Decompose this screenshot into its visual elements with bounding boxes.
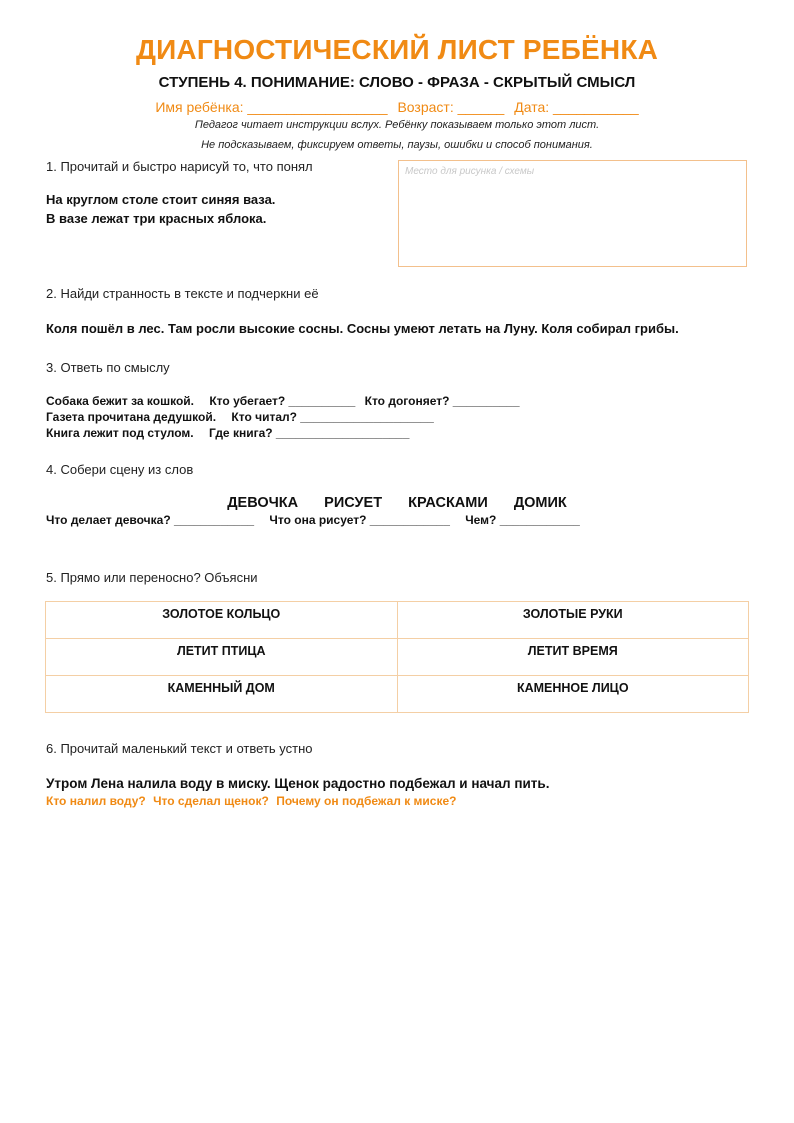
drawing-area[interactable] — [398, 160, 747, 267]
task6-question-1: Кто налил воду? — [46, 794, 146, 808]
table-row — [46, 676, 749, 713]
task6-text: Утром Лена налила воду в миску. Щенок радостно подбежал и начал пить. — [46, 776, 550, 791]
table-cell[interactable]: ЛЕТИТ ПТИЦА — [46, 639, 398, 676]
task1-heading: 1. Прочитай и быстро нарисуй то, что понял — [46, 159, 313, 174]
task3-sentence-3: Книга лежит под стулом. — [46, 426, 194, 440]
word-set — [0, 495, 794, 511]
instruction-note-1: Педагог читает инструкции вслух. Ребёнку показываем только этот лист. — [194, 119, 600, 131]
name-field[interactable]: Имя ребёнка: __________________ — [155, 99, 388, 115]
task6-question-2: Что сделал щенок? — [153, 794, 269, 808]
task3-questions — [46, 393, 520, 441]
task5-heading: 5. Прямо или переносно? Объясни — [46, 570, 258, 585]
task6-heading: 6. Прочитай маленький текст и ответь устно — [46, 741, 313, 756]
drawing-area-placeholder: Место для рисунка / схемы — [405, 166, 535, 177]
task1-text — [46, 190, 275, 228]
task3-line-1 — [46, 393, 520, 409]
task3-answer-2[interactable]: Кто читал? ____________________ — [231, 410, 434, 424]
task3-sentence-1: Собака бежит за кошкой. — [46, 394, 195, 408]
age-field[interactable]: Возраст: ______ — [397, 99, 505, 115]
task2-text[interactable]: Коля пошёл в лес. Там росли высокие сосны. Сосны умеют летать на Луну. Коля собирал грибы. — [46, 321, 679, 336]
table-row — [46, 639, 749, 676]
table-cell[interactable]: ЛЕТИТ ВРЕМЯ — [397, 639, 749, 676]
task3-answer-3[interactable]: Где книга? ____________________ — [208, 426, 410, 440]
task4-question-3[interactable]: Чем? ____________ — [465, 513, 580, 527]
task1-line-2: В вазе лежат три красных яблока. — [46, 211, 267, 226]
student-info-line — [0, 99, 794, 115]
table-cell[interactable]: КАМЕННОЕ ЛИЦО — [397, 676, 749, 713]
task4-question-2[interactable]: Что она рисует? ____________ — [269, 513, 450, 527]
word-card[interactable]: ДЕВОЧКА — [227, 495, 299, 511]
table-cell[interactable]: ЗОЛОТЫЕ РУКИ — [397, 602, 749, 639]
instruction-note-2: Не подсказываем, фиксируем ответы, паузы, ошибки и способ понимания. — [201, 139, 593, 151]
task6-questions — [46, 794, 461, 808]
task2-heading: 2. Найди странность в тексте и подчеркни её — [46, 286, 319, 301]
table-cell[interactable]: ЗОЛОТОЕ КОЛЬЦО — [46, 602, 398, 639]
task3-line-2 — [46, 409, 520, 425]
task4-heading: 4. Собери сцену из слов — [46, 462, 194, 477]
phrases-table — [45, 601, 749, 713]
word-card[interactable]: КРАСКАМИ — [408, 495, 488, 511]
task1-line-1: На круглом столе стоит синяя ваза. — [46, 192, 276, 207]
date-field[interactable]: Дата: ___________ — [514, 99, 639, 115]
page-title: ДИАГНОСТИЧЕСКИЙ ЛИСТ РЕБЁНКА — [135, 34, 659, 65]
task3-line-3 — [46, 425, 520, 441]
task4-question-1[interactable]: Что делает девочка? ____________ — [46, 513, 255, 527]
task6-question-3: Почему он подбежал к миске? — [276, 794, 457, 808]
table-cell[interactable]: КАМЕННЫЙ ДОМ — [46, 676, 398, 713]
task3-answer-1a[interactable]: Кто убегает? __________ — [209, 394, 356, 408]
page-subtitle: СТУПЕНЬ 4. ПОНИМАНИЕ: СЛОВО - ФРАЗА - СКРЫТЫЙ СМЫСЛ — [158, 74, 636, 91]
word-card[interactable]: РИСУЕТ — [324, 495, 383, 511]
task3-heading: 3. Ответь по смыслу — [46, 360, 170, 375]
task4-questions — [46, 513, 580, 527]
word-card[interactable]: ДОМИК — [513, 495, 567, 511]
table-row — [46, 602, 749, 639]
task3-sentence-2: Газета прочитана дедушкой. — [46, 410, 217, 424]
task3-answer-1b[interactable]: Кто догоняет? __________ — [364, 394, 520, 408]
